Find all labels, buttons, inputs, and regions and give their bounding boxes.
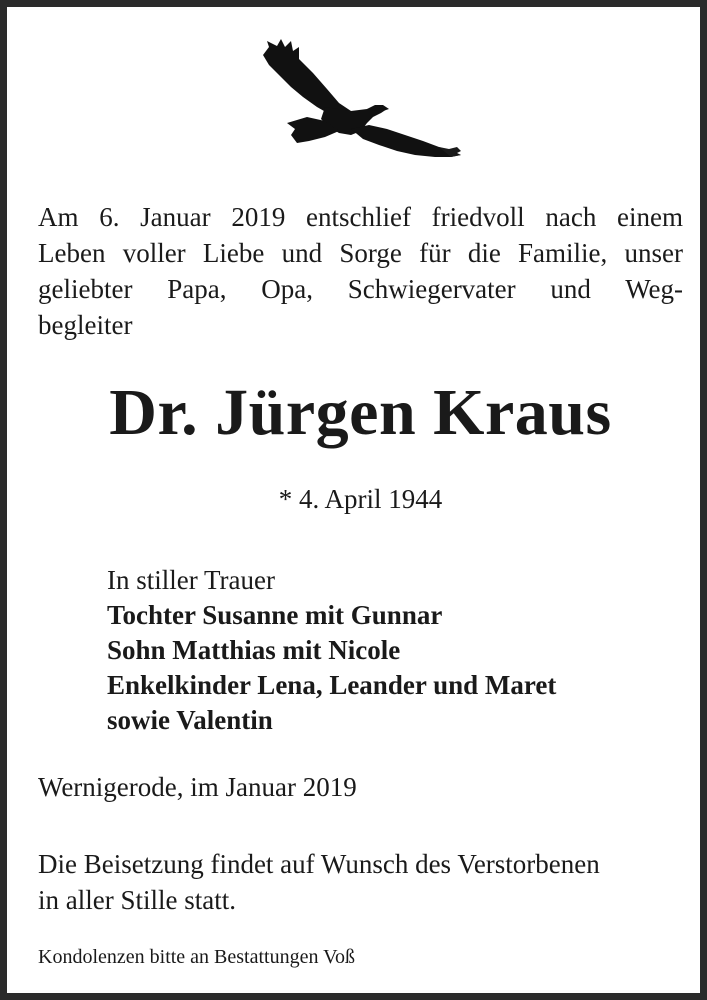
place-and-date: Wernigerode, im Januar 2019 xyxy=(38,772,357,802)
death-announcement-text xyxy=(38,199,683,343)
intro-line: Leben voller Liebe und Sorge für die Familie, unser xyxy=(38,238,683,268)
burial-line: in aller Stille statt. xyxy=(38,885,236,915)
mourner-line: Sohn Matthias mit Nicole xyxy=(107,635,401,665)
intro-line: Am 6. Januar 2019 entschlief friedvoll nach einem xyxy=(38,202,683,232)
mourner-line: Tochter Susanne mit Gunnar xyxy=(107,600,443,630)
mourning-intro: In stiller Trauer xyxy=(107,565,275,595)
intro-line: begleiter xyxy=(38,310,133,340)
eagle-icon xyxy=(255,37,465,162)
birth-date: * 4. April 1944 xyxy=(278,484,443,514)
burial-line: Die Beisetzung findet auf Wunsch des Verstorbenen xyxy=(38,849,600,879)
mourner-line: Enkelkinder Lena, Leander und Maret xyxy=(107,670,557,700)
deceased-name: Dr. Jürgen Kraus xyxy=(109,376,612,449)
condolences-note: Kondolenzen bitte an Bestattungen Voß xyxy=(38,946,355,968)
mourners-block xyxy=(107,563,667,738)
burial-info xyxy=(38,846,688,918)
mourner-line: sowie Valentin xyxy=(107,705,273,735)
intro-line: geliebter Papa, Opa, Schwiegervater und Weg- xyxy=(38,274,683,304)
